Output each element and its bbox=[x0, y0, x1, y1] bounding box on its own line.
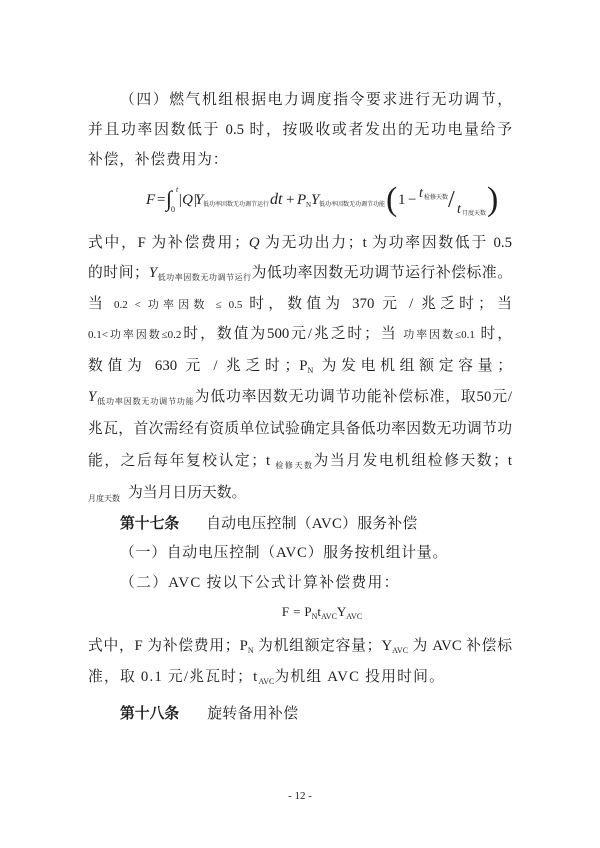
text-fragment: 为当月发电机组检修天数；t bbox=[313, 453, 513, 469]
formula-t: t bbox=[317, 604, 322, 619]
formula-equals: = bbox=[157, 192, 166, 208]
text-fragment: 为机组额定容量；Y bbox=[253, 638, 393, 654]
text-fragment: 时，数值为 370 元 / 兆乏时；当 bbox=[249, 296, 512, 312]
formula-p: P bbox=[297, 192, 307, 208]
explanation-line-8 bbox=[88, 356, 512, 376]
paragraph-line-3: 补偿，补偿费用为： bbox=[88, 152, 229, 168]
text-fragment: 式中，F 为补偿费用； bbox=[88, 235, 249, 251]
variable-q: Q bbox=[248, 235, 260, 251]
text-fragment: 为低功率因数无功调节功能补偿标准，取50元/ bbox=[194, 389, 512, 405]
explanation-line-4 bbox=[88, 233, 512, 253]
variable-p: P bbox=[299, 358, 308, 374]
formula-numerator-t: t bbox=[419, 186, 423, 201]
formula-abs-q: |Q| bbox=[178, 192, 198, 208]
text-fragment: 为机组 AVC 投用时间。 bbox=[274, 669, 446, 685]
compensation-formula bbox=[140, 180, 510, 220]
formula-integral-lower: 0 bbox=[171, 205, 175, 214]
article-title: 自动电压控制（AVC）服务补偿 bbox=[206, 516, 418, 532]
condition-range: 功率因数≤0.1 bbox=[403, 329, 475, 341]
article-title: 旋转备用补偿 bbox=[207, 706, 299, 722]
formula-denominator-subscript: 月度天数 bbox=[462, 211, 487, 217]
text-fragment: 为当月日历天数。 bbox=[128, 485, 247, 501]
article-17-heading bbox=[120, 514, 512, 534]
text-fragment: 时，数值为500元/兆乏时；当 bbox=[181, 326, 404, 342]
variable-subscript: N bbox=[247, 646, 254, 655]
text-fragment: 的时间； bbox=[88, 265, 149, 281]
article-18-heading bbox=[120, 704, 512, 724]
variable-subscript: 低功率因数无功调节运行 bbox=[157, 273, 252, 282]
formula-lhs: F bbox=[146, 192, 156, 208]
variable-y: Y bbox=[148, 265, 158, 281]
variable-subscript: AVC bbox=[258, 677, 275, 686]
formula-dt: dt bbox=[270, 191, 283, 208]
text-fragment: 当 bbox=[88, 296, 107, 312]
formula-y-func-subscript: 低功率因数无功调节功能 bbox=[319, 202, 386, 208]
formula-y-func: Y bbox=[311, 192, 320, 208]
page-number: - 12 - bbox=[288, 790, 312, 802]
formula-y-run: Y bbox=[195, 192, 204, 208]
text-fragment: 为无功出力；t 为功率因数低于 0.5 bbox=[259, 235, 512, 251]
explanation-line-17 bbox=[88, 667, 512, 687]
variable-subscript: 检修天数 bbox=[275, 461, 314, 470]
explanation-line-9 bbox=[88, 387, 512, 407]
formula-plus: + bbox=[286, 192, 295, 208]
article-17-item-2: （二）AVC 按以下公式计算补偿费用： bbox=[120, 575, 400, 591]
explanation-line-5 bbox=[88, 263, 512, 283]
formula-minus: − bbox=[408, 192, 417, 208]
formula-denominator-t: t bbox=[457, 202, 461, 217]
text-fragment: 为低功率因数无功调节运行补偿标准。 bbox=[251, 265, 512, 281]
formula-left-paren: ( bbox=[386, 181, 398, 218]
formula-p-subscript: N bbox=[311, 612, 318, 621]
explanation-line-10: 兆瓦，首次需经有资质单位试验确定具备低功率因数无功调节功 bbox=[88, 421, 512, 437]
explanation-line-12 bbox=[88, 483, 512, 503]
text-fragment: 数值为 630 元 / 兆乏时； bbox=[88, 358, 300, 374]
formula-slash: / bbox=[448, 187, 455, 213]
explanation-line-7 bbox=[88, 324, 512, 345]
text-fragment: 式中，F 为补偿费用；P bbox=[88, 638, 248, 654]
article-number: 第十八条 bbox=[120, 706, 180, 722]
explanation-line-16 bbox=[88, 636, 512, 656]
condition-range: 0.2 < 功率因数 ≤ 0.5 bbox=[107, 299, 250, 311]
paragraph-line-2: 并且功率因数低于 0.5 时，按吸收或者发出的无功电量给予 bbox=[88, 122, 512, 138]
text-fragment: 时， bbox=[474, 326, 512, 342]
formula-p-subscript: N bbox=[306, 201, 312, 209]
variable-y: Y bbox=[88, 389, 97, 405]
formula-integral-upper: t bbox=[176, 185, 179, 194]
paragraph-line-1: （四）燃气机组根据电力调度指令要求进行无功调节， bbox=[120, 92, 512, 108]
text-fragment: 准，取 0.1 元/兆瓦时；t bbox=[88, 669, 259, 685]
formula-integral: ∫ bbox=[166, 186, 173, 211]
formula-numerator-subscript: 检修天数 bbox=[424, 195, 449, 201]
formula-y-subscript: AVC bbox=[346, 612, 363, 621]
text-fragment: 为发电机组额定容量； bbox=[313, 358, 512, 374]
formula-one: 1 bbox=[398, 192, 406, 208]
formula-lhs: F bbox=[281, 604, 290, 619]
variable-subscript: AVC bbox=[392, 646, 409, 655]
formula-p: P bbox=[304, 604, 312, 619]
formula-right-paren: ) bbox=[487, 181, 499, 218]
text-fragment: 为 AVC 补偿标 bbox=[408, 638, 512, 654]
article-number: 第十七条 bbox=[120, 516, 180, 532]
formula-y: Y bbox=[336, 604, 347, 619]
variable-subscript: 低功率因数无功调节功能 bbox=[96, 397, 195, 406]
article-17-item-1: （一）自动电压控制（AVC）服务按机组计量。 bbox=[120, 545, 449, 561]
variable-subscript: 月度天数 bbox=[88, 494, 120, 503]
variable-subscript: N bbox=[307, 366, 314, 375]
formula-y-run-subscript: 低功率因数无功调节运行 bbox=[203, 202, 270, 208]
explanation-line-11 bbox=[88, 451, 512, 471]
formula-equals: = bbox=[293, 604, 301, 619]
avc-formula bbox=[222, 603, 422, 621]
text-fragment: 能，之后每年复校认定；t bbox=[88, 453, 276, 469]
formula-t-subscript: AVC bbox=[321, 612, 337, 621]
explanation-line-6 bbox=[88, 294, 512, 315]
condition-range: 0.1<功率因数≤0.2 bbox=[88, 329, 182, 341]
